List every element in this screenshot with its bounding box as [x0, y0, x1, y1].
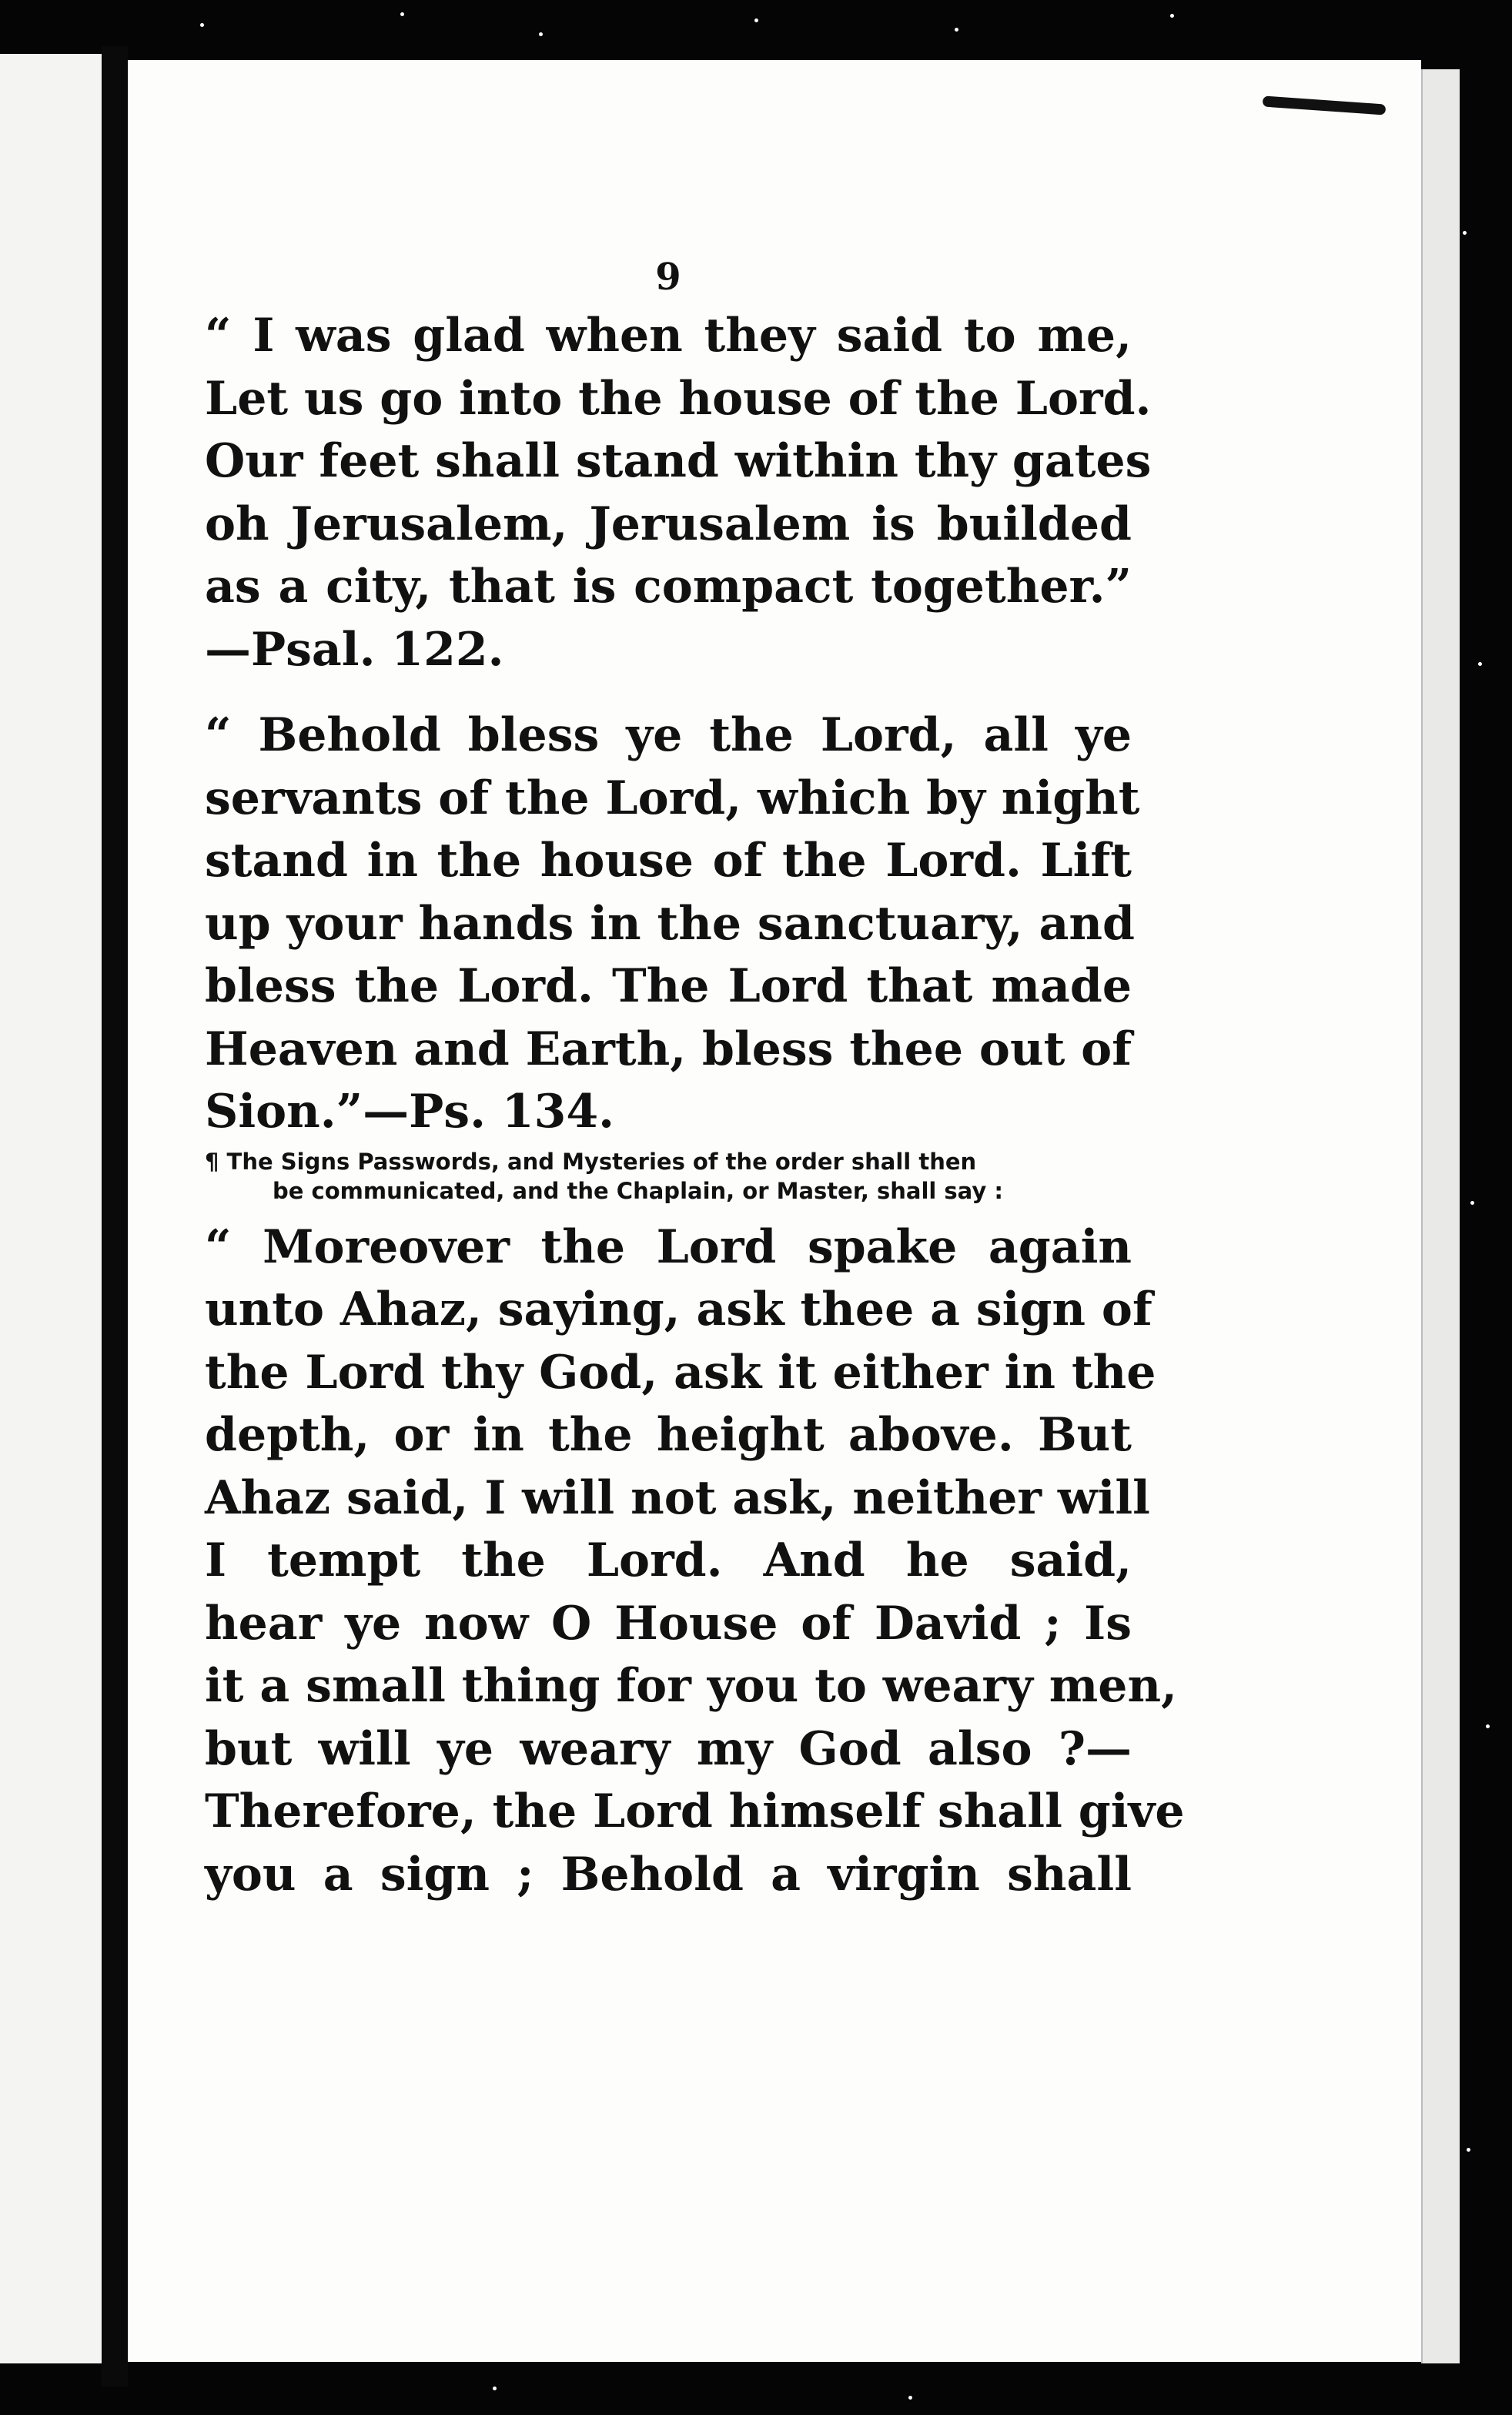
dust-speck — [908, 2396, 912, 2400]
dust-speck — [1467, 2148, 1470, 2152]
dust-speck — [1170, 14, 1174, 18]
dust-speck — [1470, 1201, 1474, 1205]
dust-speck — [1486, 1724, 1490, 1728]
text-line: Heaven and Earth, bless thee out of — [205, 1022, 1132, 1076]
dust-speck — [955, 28, 958, 32]
text-line: but will ye weary my God also ?— — [205, 1721, 1132, 1776]
text-line: Our feet shall stand within thy gates — [205, 434, 1152, 488]
text-line: “ Moreover the Lord spake again — [205, 1219, 1132, 1274]
text-line: you a sign ; Behold a virgin shall — [205, 1847, 1132, 1902]
psalm-122-passage — [205, 305, 1152, 681]
text-line: it a small thing for you to weary men, — [205, 1659, 1177, 1713]
text-line: hear ye now O House of David ; Is — [205, 1596, 1132, 1651]
text-line: depth, or in the height above. But — [205, 1408, 1132, 1462]
dust-speck — [200, 23, 204, 27]
text-line: up your hands in the sanctuary, and — [205, 896, 1135, 951]
rubric-line: ¶ The Signs Passwords, and Mysteries of the order shall then — [205, 1148, 977, 1175]
dust-speck — [754, 18, 758, 22]
text-line: “ Behold bless ye the Lord, all ye — [205, 708, 1132, 762]
text-line: bless the Lord. The Lord that made — [205, 959, 1132, 1013]
rubric-line: be communicated, and the Chaplain, or Master, shall say : — [273, 1177, 1003, 1204]
citation-line: Sion.”—Ps. 134. — [205, 1085, 614, 1139]
book-gutter — [102, 46, 128, 2387]
page-edge-shadow — [1421, 69, 1460, 2363]
dust-speck — [400, 12, 404, 16]
text-line: Ahaz said, I will not ask, neither will — [205, 1470, 1150, 1525]
dust-speck — [539, 32, 543, 36]
dust-speck — [1478, 662, 1482, 666]
dust-speck — [1463, 231, 1467, 235]
text-line: Therefore, the Lord himself shall give — [205, 1784, 1185, 1838]
citation-line: —Psal. 122. — [205, 622, 504, 677]
text-line: oh Jerusalem, Jerusalem is builded — [205, 497, 1132, 551]
previous-page-edge — [0, 54, 102, 2363]
rubric-instruction — [205, 1147, 1132, 1206]
page-text-block — [205, 254, 1185, 1906]
psalm-134-passage — [205, 704, 1140, 1144]
text-line: “ I was glad when they said to me, — [205, 309, 1132, 363]
text-line: Let us go into the house of the Lord. — [205, 371, 1152, 426]
text-line: servants of the Lord, which by night — [205, 771, 1140, 825]
text-line: as a city, that is compact together.” — [205, 560, 1132, 614]
text-line: I tempt the Lord. And he said, — [205, 1534, 1132, 1587]
dust-speck — [493, 2387, 497, 2390]
text-line: unto Ahaz, saying, ask thee a sign of — [205, 1283, 1152, 1336]
text-line: stand in the house of the Lord. Lift — [205, 834, 1132, 888]
page-number: 9 — [655, 256, 681, 299]
isaiah-passage — [205, 1216, 1185, 1907]
text-line: the Lord thy God, ask it either in the — [205, 1345, 1156, 1400]
